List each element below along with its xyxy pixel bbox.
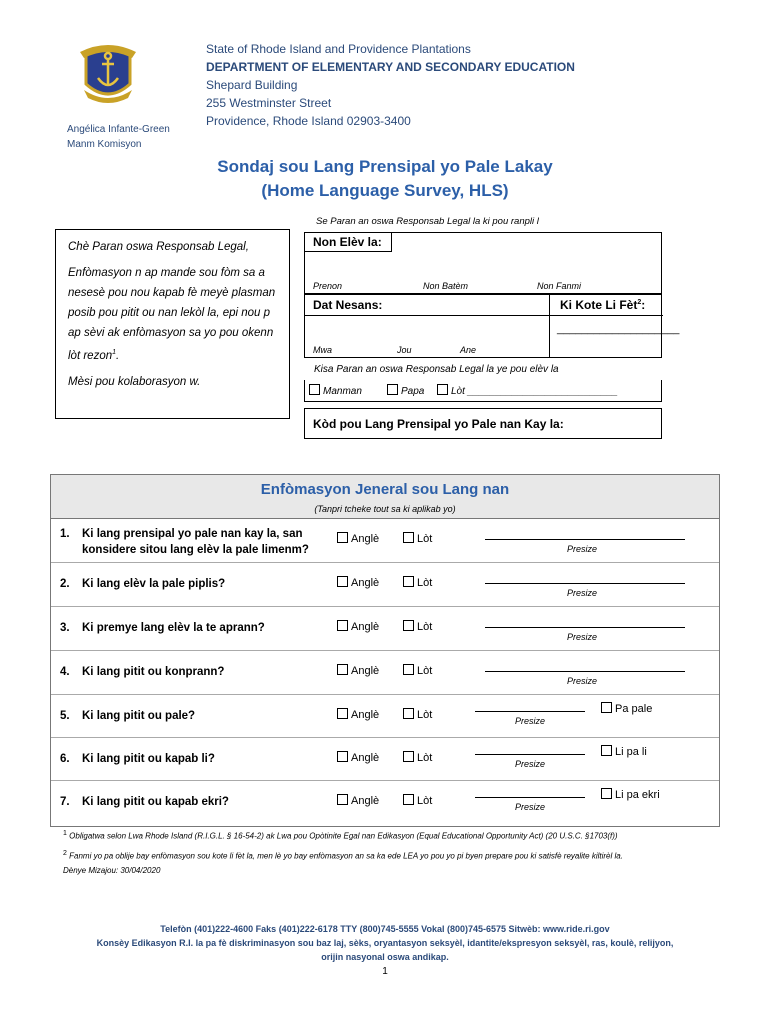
english-option[interactable]: Anglè bbox=[337, 751, 379, 764]
english-option[interactable]: Anglè bbox=[337, 708, 379, 721]
other-option[interactable]: Lòt bbox=[403, 708, 432, 721]
specify-caption: Presize bbox=[567, 544, 598, 554]
question-row bbox=[51, 695, 719, 738]
question-text: 6. Ki lang pitit ou kapab li? bbox=[60, 753, 215, 765]
question-text: 5. Ki lang pitit ou pale? bbox=[60, 710, 196, 722]
checkbox-icon[interactable] bbox=[337, 794, 348, 805]
specify-caption: Presize bbox=[567, 588, 598, 598]
page-number: 1 bbox=[382, 966, 388, 977]
checkbox-icon[interactable] bbox=[403, 664, 414, 675]
birthplace-input[interactable]: ____________________ bbox=[557, 323, 680, 335]
checkbox-icon[interactable] bbox=[403, 708, 414, 719]
checkbox-icon[interactable] bbox=[387, 384, 398, 395]
birthplace-label: Ki Kote Li Fèt$^2$: bbox=[560, 298, 646, 312]
checkbox-icon[interactable] bbox=[403, 620, 414, 631]
footnote-1: $^1$ Obligatwa selon Lwa Rhode Island (R.I.G.L. § 16-54-2) ak Lwa pou Opòtinite Egal nan Edikasyon (Equal Educational Opportunity Act) (20 U.S.C. §1703(f)) bbox=[63, 830, 618, 841]
question-text: 4. Ki lang pitit ou konprann? bbox=[60, 666, 225, 678]
state-seal-icon bbox=[78, 40, 138, 106]
other-option[interactable]: Lòt bbox=[403, 532, 432, 545]
specify-input[interactable] bbox=[475, 797, 585, 798]
section-heading: Enfòmasyon Jeneral sou Lang nan bbox=[260, 481, 510, 498]
english-option[interactable]: Anglè bbox=[337, 576, 379, 589]
checkbox-icon[interactable] bbox=[337, 576, 348, 587]
question-row bbox=[51, 651, 719, 695]
checkbox-icon[interactable] bbox=[337, 620, 348, 631]
checkbox-icon[interactable] bbox=[309, 384, 320, 395]
commissioner-name: Angélica Infante-Green bbox=[67, 124, 170, 135]
checkbox-icon[interactable] bbox=[337, 664, 348, 675]
footnote-2: $^2$ Fanmi yo pa oblije bay enfòmasyon sou kote li fèt la, men lè yo bay enfòmasyon an sa ka ede LEA yo pou yo pi byen prepare pou ki satisfè reyalite kiltirèl la. bbox=[63, 850, 623, 861]
parent-note: Se Paran an oswa Responsab Legal la ki pou ranpli l bbox=[316, 216, 539, 227]
commissioner-title: Manm Komisyon bbox=[67, 139, 142, 150]
state-name: State of Rhode Island and Providence Plantations bbox=[206, 42, 471, 56]
home-language-code-field[interactable] bbox=[304, 408, 662, 439]
specify-input[interactable] bbox=[475, 754, 585, 755]
survey-title: Sondaj sou Lang Prensipal yo Pale Lakay bbox=[217, 157, 553, 176]
question-text: 1. Ki lang prensipal yo pale nan kay la, san konsidere sitou lang elèv la pale limenm? bbox=[60, 528, 309, 556]
cannot-option[interactable]: Li pa ekri bbox=[601, 788, 660, 801]
dob-birthplace-row bbox=[304, 294, 680, 358]
question-row bbox=[51, 781, 719, 827]
specify-input[interactable] bbox=[485, 583, 685, 584]
parent-letter bbox=[55, 229, 290, 419]
other-option[interactable]: Lòt bbox=[403, 576, 432, 589]
specify-caption: Presize bbox=[515, 716, 546, 726]
specify-caption: Presize bbox=[567, 676, 598, 686]
checkbox-icon[interactable] bbox=[403, 532, 414, 543]
street-address: 255 Westminster Street bbox=[206, 96, 332, 110]
english-option[interactable]: Anglè bbox=[337, 794, 379, 807]
home-language-code-label: Kòd pou Lang Prensipal yo Pale nan Kay la: bbox=[313, 417, 564, 431]
checkbox-icon[interactable] bbox=[403, 576, 414, 587]
english-option[interactable]: Anglè bbox=[337, 532, 379, 545]
other-option[interactable]: Lòt bbox=[403, 794, 432, 807]
question-text: 7. Ki lang pitit ou kapab ekri? bbox=[60, 796, 229, 808]
checkbox-icon[interactable] bbox=[437, 384, 448, 395]
month-caption: Mwa bbox=[313, 345, 333, 355]
revision-date: Dènye Mizajou: 30/04/2020 bbox=[63, 866, 161, 875]
survey-subtitle: (Home Language Survey, HLS) bbox=[261, 181, 509, 200]
building-name: Shepard Building bbox=[206, 78, 298, 92]
specify-input[interactable] bbox=[485, 539, 685, 540]
cannot-option[interactable]: Pa pale bbox=[601, 702, 652, 715]
question-row bbox=[51, 738, 719, 781]
checkbox-icon[interactable] bbox=[403, 751, 414, 762]
checkbox-icon[interactable] bbox=[337, 532, 348, 543]
letter-greeting: Chè Paran oswa Responsab Legal, bbox=[68, 241, 249, 253]
relation-label: Kisa Paran an oswa Responsab Legal la ye pou elèv la bbox=[314, 364, 559, 375]
last-name-caption: Non Fanmi bbox=[537, 281, 582, 291]
footer-nondiscrimination: Konsèy Edikasyon R.I. la pa fè diskriminasyon sou baz laj, sèks, oryantasyon seksyèl, idantite/ekspresyon seksyèl, ras, koulè, relijyon, bbox=[96, 938, 674, 948]
question-row bbox=[51, 607, 719, 651]
other-option[interactable]: Lòt bbox=[403, 620, 432, 633]
english-option[interactable]: Anglè bbox=[337, 620, 379, 633]
checkbox-icon[interactable] bbox=[337, 708, 348, 719]
cannot-option[interactable]: Li pa li bbox=[601, 745, 647, 758]
checkbox-icon[interactable] bbox=[601, 745, 612, 756]
student-name-field[interactable] bbox=[304, 232, 662, 294]
day-caption: Jou bbox=[397, 345, 412, 355]
mother-option[interactable]: Manman bbox=[309, 384, 362, 397]
department-address bbox=[206, 40, 575, 130]
letter-body: Enfòmasyon n ap mande sou fòm sa a nesesè pou nou kapab fè meyè plasman posib pou pitit ou nan lekòl la, epi nou p ap sèvi ak enfòmasyon sa yo pou okenn lòt rezon$^1$. bbox=[68, 267, 276, 362]
other-option[interactable]: Lòt bbox=[403, 664, 432, 677]
dob-label: Dat Nesans: bbox=[313, 298, 383, 312]
checkbox-icon[interactable] bbox=[601, 702, 612, 713]
checkbox-icon[interactable] bbox=[601, 788, 612, 799]
other-relation-option[interactable]: Lòt ___________________________ bbox=[437, 384, 618, 397]
dob-input[interactable] bbox=[313, 318, 547, 341]
question-row bbox=[51, 519, 719, 563]
footer-nondiscrimination-end: orijin nasyonal oswa andikap. bbox=[321, 952, 449, 962]
commissioner-block bbox=[67, 122, 170, 152]
specify-caption: Presize bbox=[567, 632, 598, 642]
letter-thanks: Mèsi pou kolaborasyon w. bbox=[68, 375, 201, 388]
question-text: 3. Ki premye lang elèv la te aprann? bbox=[60, 622, 265, 634]
relation-options bbox=[304, 380, 662, 402]
other-option[interactable]: Lòt bbox=[403, 751, 432, 764]
student-name-label: Non Elèv la: bbox=[313, 235, 382, 249]
middle-name-caption: Non Batèm bbox=[423, 281, 469, 291]
city-address: Providence, Rhode Island 02903-3400 bbox=[206, 114, 411, 128]
specify-input[interactable] bbox=[485, 627, 685, 628]
english-option[interactable]: Anglè bbox=[337, 664, 379, 677]
year-caption: Ane bbox=[460, 345, 477, 355]
section-subheading: (Tanpri tcheke tout sa ki aplikab yo) bbox=[314, 504, 456, 514]
specify-input[interactable] bbox=[485, 671, 685, 672]
general-language-section bbox=[50, 474, 720, 827]
department-name: DEPARTMENT OF ELEMENTARY AND SECONDARY EDUCATION bbox=[206, 60, 575, 74]
first-name-caption: Prenon bbox=[313, 281, 343, 291]
specify-input[interactable] bbox=[475, 711, 585, 712]
checkbox-icon[interactable] bbox=[337, 751, 348, 762]
father-option[interactable]: Papa bbox=[387, 384, 424, 397]
section-header bbox=[51, 475, 719, 519]
footer-contacts: Telefòn (401)222-4600 Faks (401)222-6178 TTY (800)745-5555 Vokal (800)745-6575 Sitwèb: www.ride.ri.gov bbox=[160, 924, 610, 934]
checkbox-icon[interactable] bbox=[403, 794, 414, 805]
question-text: 2. Ki lang elèv la pale piplis? bbox=[60, 578, 226, 590]
specify-caption: Presize bbox=[515, 802, 546, 812]
specify-caption: Presize bbox=[515, 759, 546, 769]
question-row bbox=[51, 563, 719, 607]
